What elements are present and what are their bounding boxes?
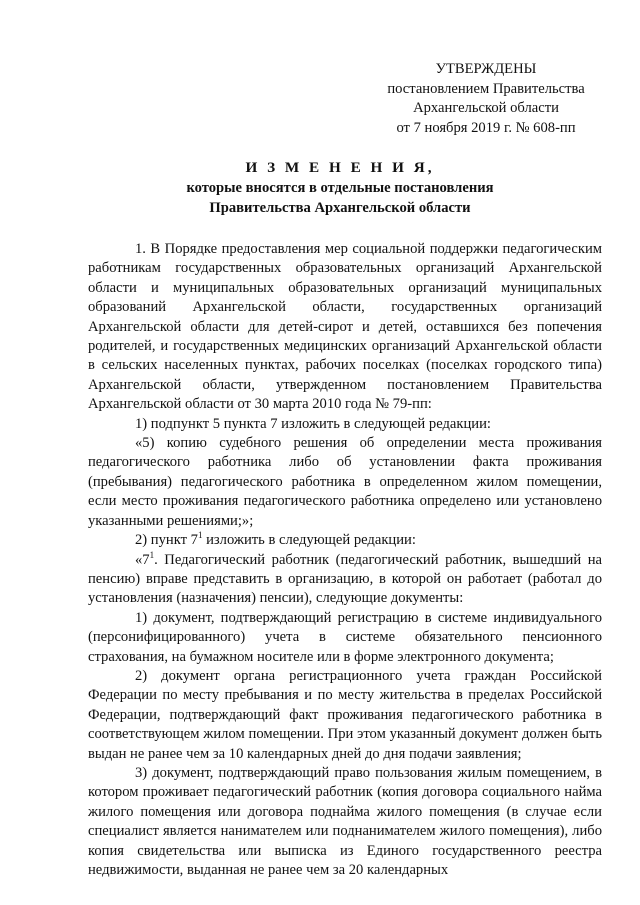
- superscript: 1: [197, 530, 203, 541]
- paragraph-text: 2) пункт 7: [135, 532, 198, 549]
- paragraph: 3) документ, подтверждающий право пользования жилым помещением, в котором проживает педагогический работник (копия договора социального найма жилого помещения или договора поднайма жилого помещения (в случае если специалист является нанимателем или поднанимателем жилого помещения), либо копия свидетельства или выписка из Единого государственного реестра недвижимости, выданная не ранее чем за 20 календарных: [88, 764, 602, 878]
- approval-region: Архангельской области: [413, 100, 559, 116]
- approval-date-number: от 7 ноября 2019 г. № 608-пп: [396, 119, 576, 136]
- document-body: [88, 240, 602, 880]
- paragraph: 1) подпункт 5 пункта 7 изложить в следующей редакции:: [135, 415, 491, 432]
- approval-block: [370, 60, 602, 138]
- paragraph: «5) копию судебного решения об определении места проживания педагогического работника либо об установлении факта проживания (пребывания) педагогического работника в определенном жилом помещении, если место проживания педагогического работника определено или установлено указанными решениями;»;: [88, 435, 602, 529]
- paragraph: 1. В Порядке предоставления мер социальной поддержки педагогическим работникам государственных образовательных организаций Архангельской области и муниципальных образовательных организаций муниципальных образований Архангельской области, государственных организаций Архангельской области для детей-сирот и детей, оставшихся без попечения родителей, и государственных медицинских организаций Архангельской области в сельских населенных пунктах, рабочих поселках (поселках городского типа) Архангельской области, утвержденном постановлением Правительства Архангельской области от 30 марта 2010 года № 79-пп:: [88, 241, 602, 413]
- document-title: И З М Е Н Е Н И Я,: [245, 159, 435, 176]
- paragraph-text: . Педагогический работник (педагогический работник, вышедший на пенсию) вправе представить в организацию, в которой он работает (работал до установления (назначения) пенсии), следующие документы:: [88, 551, 602, 607]
- paragraph-text: изложить в следующей редакции:: [202, 532, 416, 549]
- paragraph: [88, 531, 602, 550]
- document-subtitle-1: которые вносятся в отдельные постановления: [186, 180, 494, 196]
- paragraph-text: «7: [135, 551, 150, 568]
- approval-status: УТВЕРЖДЕНЫ: [435, 61, 537, 77]
- paragraph: 1) документ, подтверждающий регистрацию в системе индивидуального (персонифицированного) учета в системе обязательного пенсионного страхования, на бумажном носителе или в форме электронного документа;: [88, 609, 602, 665]
- superscript: 1: [149, 549, 155, 560]
- paragraph: [88, 551, 602, 609]
- paragraph: 2) документ органа регистрационного учета граждан Российской Федерации по месту пребывания и по месту жительства в пределах Российской Федерации, подтверждающий факт проживания педагогического работника в соответствующем жилом помещении. При этом указанный документ должен быть выдан не ранее чем за 10 календарных дней до дня подачи заявления;: [88, 667, 602, 762]
- document-heading: [80, 158, 600, 218]
- approval-issuer: постановлением Правительства: [387, 80, 585, 97]
- document-subtitle-2: Правительства Архангельской области: [209, 200, 471, 216]
